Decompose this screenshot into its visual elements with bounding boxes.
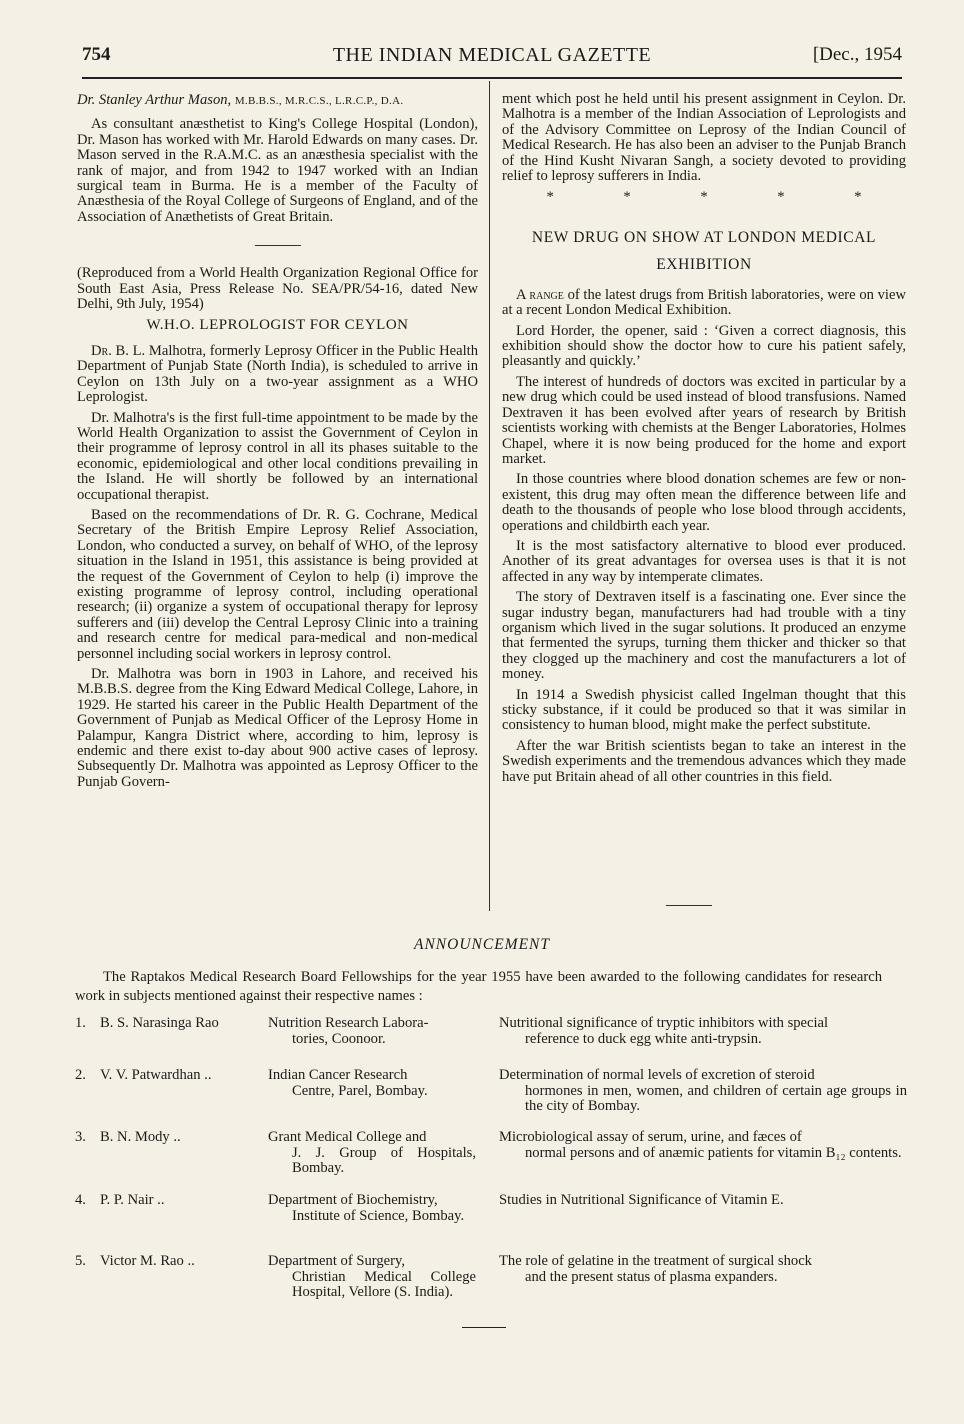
fellow-name: V. V. Patwardhan .. [100, 1067, 212, 1083]
institution-line: tories, Coonoor. [292, 1030, 386, 1047]
drug-paragraph-3: The interest of hundreds of doctors was excited in particular by a new drug which could be used instead of blood transfusions. Named Dextraven it has been evolved after years of research by British scientists working with chemists at the Benger Laboratories, Holmes Chapel, where it is now being produced for the home and export market. [502, 373, 906, 467]
subject-line: hormones in men, women, and children of certain age groups in the city of Bombay. [525, 1082, 907, 1115]
fellow-entry [75, 1068, 907, 1130]
lead-word: Dr. [91, 342, 112, 359]
institution-line: Institute of Science, Bombay. [292, 1207, 465, 1224]
subject-line: Studies in Nutritional Significance of Vitamin E. [499, 1192, 784, 1208]
byline [77, 93, 478, 109]
section-divider [255, 245, 301, 246]
subject-line: Microbiological assay of serum, urine, and fæces of [499, 1129, 802, 1145]
byline-name: Dr. Stanley Arthur Mason, [77, 92, 232, 108]
institution-line: Centre, Parel, Bombay. [292, 1082, 428, 1099]
entry-number: 5. [75, 1253, 86, 1269]
entry-number: 1. [75, 1015, 86, 1031]
drug-paragraph-7: In 1914 a Swedish physicist called Ingelman thought that this sticky substance, if it could be produced so that it was similar in consistency to human blood, might make the perfect substitute. [502, 686, 906, 734]
fellow-name: B. S. Narasinga Rao [100, 1015, 219, 1031]
page-number: 754 [82, 44, 111, 65]
fellow-entry [75, 1193, 907, 1254]
who-paragraph-1 [77, 344, 478, 406]
fellow-entry [75, 1130, 907, 1193]
fellow-entry [75, 1016, 907, 1068]
page-header [82, 44, 902, 70]
announcement-intro: The Raptakos Medical Research Board Fellowships for the year 1955 have been awarded to the following candidates for research work in subjects mentioned against their respective names : [75, 969, 882, 1004]
mason-paragraph: As consultant anæsthetist to King's College Hospital (London), Dr. Mason has worked with Mr. Harold Edwards on many cases. Dr. Mason served in the R.A.M.C. as an anæsthesia specialist with the rank of major, and from 1942 to 1947 worked with an Indian surgical team in Burma. He is a member of the Faculty of Anæsthesia of the Royal College of Surgeons of England, and of the Association of Anæthetists of Great Britain. [77, 116, 478, 225]
announcement-title: ANNOUNCEMENT [413, 936, 550, 953]
institution-line: Christian Medical College Hospital, Vellore (S. India). [292, 1268, 476, 1301]
subject-line: Determination of normal levels of excretion of steroid [499, 1067, 815, 1083]
entry-number: 2. [75, 1067, 86, 1083]
drug-paragraph-4: In those countries where blood donation schemes are few or non-existent, this drug may often mean the difference between life and death to the thousands of people who lose blood through accidents, operations and childbirth each year. [502, 471, 906, 534]
lead-word: A range [516, 286, 564, 303]
column-divider [489, 81, 490, 911]
drug-paragraph-8: After the war British scientists began to take an interest in the Swedish experiments and the tremendous advances which they made have put Britain ahead of all other countries in this field. [502, 737, 906, 785]
header-rule [82, 77, 902, 79]
drug-heading: NEW DRUG ON SHOW AT LONDON MEDICAL EXHIBITION [531, 228, 877, 273]
entry-number: 3. [75, 1129, 86, 1145]
reproduced-note: (Reproduced from a World Health Organization Regional Office for South East Asia, Press Release No. SEA/PR/54-16, dated New Delhi, 9th July, 1954) [77, 265, 478, 313]
who-heading: W.H.O. LEPROLOGIST FOR CEYLON [146, 317, 409, 334]
section-divider [666, 905, 712, 906]
institution-line: Department of Biochemistry, [268, 1192, 438, 1208]
fellowship-list [75, 1016, 907, 1318]
fellow-institution [268, 1016, 476, 1047]
subject-line: The role of gelatine in the treatment of surgical shock [499, 1253, 812, 1269]
byline-qualifications: M.B.B.S., M.R.C.S., L.R.C.P., D.A. [234, 95, 404, 107]
paragraph-text: B. L. Malhotra, formerly Leprosy Officer in the Public Health Department of Punjab State (North India), is scheduled to arrive in Ceylon on 13th July on a two-year assignment as a WHO Leprologist. [77, 342, 478, 406]
institution-line: J. J. Group of Hospitals, Bombay. [292, 1144, 476, 1177]
drug-paragraph-6: The story of Dextraven itself is a fascinating one. Ever since the sugar industry began, manufacturers had had trouble with a tiny organism which lived in the sugar solutions. It produced an enzyme that fermented the syrups, turning them thicker and thicker so that they clogged up the machinery and cost the manufacturers a lot of money. [502, 589, 906, 683]
fellow-institution [268, 1068, 476, 1099]
fellow-institution [268, 1254, 476, 1301]
institution-line: Grant Medical College and [268, 1129, 427, 1145]
fellow-institution [268, 1130, 476, 1177]
continued-paragraph: ment which post he held until his present assignment in Ceylon. Dr. Malhotra is a member of the Indian Association of Leprologists and of the Advisory Committee on Leprosy of the Indian Council of Medical Research. He has also been an adviser to the Punjab Branch of the Hind Kusht Nivaran Sangh, a society devoted to providing relief to leprosy sufferers in India. [502, 91, 906, 185]
footer-rule [462, 1327, 506, 1328]
fellow-subject [499, 1254, 907, 1285]
who-paragraph-3: Based on the recommendations of Dr. R. G. Cochrane, Medical Secretary of the British Empire Leprosy Relief Association, London, who conducted a survey, on behalf of WHO, of the leprosy situation in the Island in 1951, this assistance is being provided at the request of the Government of Ceylon to help (i) improve the existing programme of leprosy control, including operational research; (ii) organize a system of occupational therapy for leprosy sufferers and (iii) develop the Central Leprosy Clinic into a training and research centre for medical para-medical and non-medical personnel including social workers in leprosy control. [77, 506, 478, 662]
fellow-subject [499, 1193, 907, 1209]
fellow-name: P. P. Nair .. [100, 1192, 165, 1208]
who-paragraph-2: Dr. Malhotra's is the first full-time appointment to be made by the World Health Organization to assist the Government of Ceylon in their programme of leprosy control in all its phases suitable to the economic, epidemiological and other local conditions prevailing in the Island. He will shortly be followed by an international occupational therapist. [77, 409, 478, 503]
subject-line: Nutritional significance of tryptic inhibitors with special [499, 1015, 829, 1031]
fellow-subject [499, 1130, 907, 1161]
issue-date: [Dec., 1954 [812, 44, 902, 65]
subject-line: normal persons and of anæmic patients for vitamin B₁₂ contents. [525, 1144, 902, 1161]
who-paragraph-4: Dr. Malhotra was born in 1903 in Lahore, and received his M.B.B.S. degree from the King Edward Medical College, Lahore, in 1929. He started his career in the Public Health Department of the Government of Punjab as Medical Officer of the Leprosy Home in Palampur, Kangra District where, according to him, leprosy is endemic and there exist to-day about 900 active cases of leprosy. Subsequently Dr. Malhotra was appointed as Leprosy Officer to the Punjab Govern- [77, 666, 478, 790]
paragraph-text: of the latest drugs from British laboratories, were on view at a recent London Medical Exhibition. [502, 286, 906, 319]
institution-line: Nutrition Research Labora- [268, 1015, 429, 1031]
fellow-institution [268, 1193, 476, 1224]
drug-paragraph-5: It is the most satisfactory alternative to blood ever produced. Another of its great advantages for oversea uses is that it is not affected in any way by intemperate climates. [502, 537, 906, 585]
institution-line: Department of Surgery, [268, 1253, 405, 1269]
fellow-entry [75, 1254, 907, 1318]
fellow-name: Victor M. Rao .. [100, 1253, 195, 1269]
journal-title: THE INDIAN MEDICAL GAZETTE [332, 44, 652, 66]
drug-paragraph-1 [502, 288, 906, 319]
left-column [77, 93, 478, 795]
fellow-subject [499, 1016, 907, 1047]
institution-line: Indian Cancer Research [268, 1067, 408, 1083]
fellow-subject [499, 1068, 907, 1115]
drug-paragraph-2: Lord Horder, the opener, said : ‘Given a correct diagnosis, this exhibition should show the doctor how to cure his patient safely, pleasantly and quickly.’ [502, 322, 906, 370]
right-column [502, 92, 906, 790]
subject-line: reference to duck egg white anti-trypsin. [525, 1030, 762, 1047]
section-stars: * * * * * [546, 189, 862, 206]
fellow-name: B. N. Mody .. [100, 1129, 181, 1145]
subject-line: and the present status of plasma expanders. [525, 1268, 778, 1285]
entry-number: 4. [75, 1192, 86, 1208]
